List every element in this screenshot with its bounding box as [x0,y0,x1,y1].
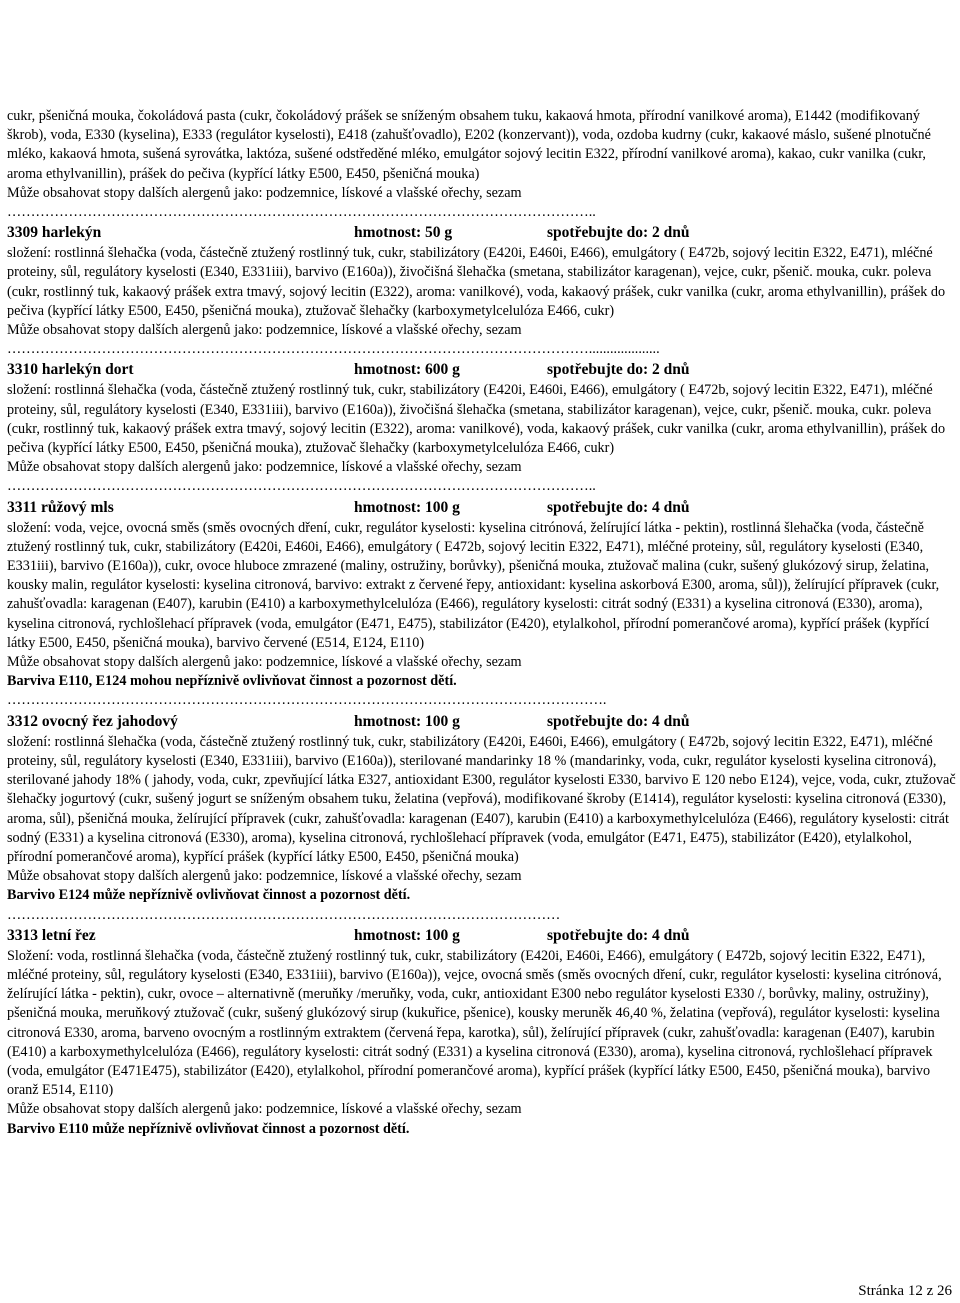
product-weight: hmotnost: 100 g [354,926,460,944]
separator: ………………………………………………………………………………………………………………. [7,692,607,709]
product-allergen: Může obsahovat stopy dalších alergenů jako: podzemnice, lískové a vlašské ořechy, sezam [7,868,522,885]
intro-allergen: Může obsahovat stopy dalších alergenů jako: podzemnice, lískové a vlašské ořechy, sezam [7,184,522,201]
product-item [7,711,957,906]
company-line: Vašíček – pekařství a cukrářství, s.r.o., Sušilova 50, 789 01 Zábřeh [197,1,763,21]
product-allergen: Může obsahovat stopy dalších alergenů jako: podzemnice, lískové a vlašské ořechy, sezam [7,459,522,476]
product-shelf-life: spotřebujte do: 2 dnů [547,361,690,379]
header-rule: ===================================================== [141,90,819,108]
product-name: 3312 ovocný řez jahodový [7,712,178,730]
product-weight: hmotnost: 50 g [354,224,453,242]
product-item [7,359,957,477]
product-allergen: Může obsahovat stopy dalších alergenů jako: podzemnice, lískové a vlašské ořechy, sezam [7,654,522,671]
product-title-row [7,359,957,381]
catalog-title: KATALOG VÝROBKŮ – cukrárna [350,23,610,43]
product-composition: složení: rostlinná šlehačka (voda, částečně ztužený rostlinný tuk, cukr, stabilizátory (E420i, E460i, E466), emulgátory ( E472b, sojový lecitin E322, E471), mléčné proteiny, sůl, regulátory kyselosti (E340, E331iii), barvivo (E160a)), živočišná šlehačka (smetana, stabilizátor karagenan), vejce, cukr, pšenič. mouka, cukr. poleva (cukr, rostlinný tuk, kakaový prášek extra tmavý, sojový lecitin (E322), aroma: vanilkové), voda, kakaový prášek, cukr vanilka (cukr, aroma ethylvanillin), prášek do pečiva (kypřící látky E500, E450, pšeničná mouka), ztužovač šlehačky (karboxymetylcelulóza E466, cukr) [7,382,946,457]
product-title-row [7,711,957,733]
product-title-row [7,222,957,244]
product-title-row [7,925,957,947]
page-number: Stránka 12 z 26 [858,1283,952,1299]
product-allergen: Může obsahovat stopy dalších alergenů jako: podzemnice, lískové a vlašské ořechy, sezam [7,322,522,339]
catalog-link-prefix: Aktuální katalog (složení, trvanlivosti) výrobků: [84,45,467,64]
product-name: 3313 letní řez [7,926,96,944]
product-composition: složení: voda, vejce, ovocná směs (směs ovocných dření, cukr, regulátor kyselosti: kyselina citrónová, želírující látka - pektin), rostlinná šlehačka (voda, částečně ztužený rostlinný tuk, cukr, stabilizátory (E420i, E460i, E466), emulgátory ( E472b, sojový lecitin E322, E471), mléčné proteiny, sůl, regulátory kyselosti (E340, E331iii), barvivo (E160a)), cukr, ovoce hluboce zmrazené (maliny, ostružiny, borůvky), pšeničná mouka, ztužovač malina (cukr, sušený glukózový sirup, želatina, kousky malin, regulátor kyselosti: kyselina citronová, barvivo: extrakt z červené řepy, antioxidant: kyselina askorbová E300, aroma, sůl)), želírující přípravek (cukr, zahušťovadla: karagenan (E407), karubin (E410) a karboxymethylcelulóza (E466), regulátory kyselosti: citrát sodný (E331) a kyselina citronová (E330), aroma), kyselina citronová, rychlošlehací přípravek (voda, emulgátor (E471, E475), stabilizátor (E420), etylalkohol, přírodní pomerančové aroma), kypřící prášek (kypřící látky E500, E450, pšeničná mouka), barvivo červené (E514, E124, E110) [7,519,940,651]
product-name: 3309 harlekýn [7,224,102,242]
page-header [0,0,960,110]
product-item [7,222,957,340]
product-item [7,925,957,1139]
product-weight: hmotnost: 100 g [354,712,460,730]
separator: ……………………………………………………………………………………………………… [7,906,561,923]
product-name: 3311 růžový mls [7,498,114,516]
catalog-link[interactable]: www.vasicekzabreh.cz/dokumenty-ke-stazeni [466,45,876,64]
product-allergen: Může obsahovat stopy dalších alergenů jako: podzemnice, lískové a vlašské ořechy, sezam [7,1101,522,1118]
product-item [7,497,957,692]
product-name: 3310 harlekýn dort [7,361,134,379]
product-warning: Barviva E110, E124 mohou nepříznivě ovlivňovat činnost a pozornost dětí. [7,673,457,690]
product-warning: Barvivo E124 může nepříznivě ovlivňovat činnost a pozornost dětí. [7,887,411,904]
catalog-content [7,107,957,1139]
product-shelf-life: spotřebujte do: 4 dnů [547,712,690,730]
separator: …………………………………………………………………………………………………………….. [7,204,596,221]
separator: …………………………………………………………………………………………………………….. [7,478,596,495]
product-title-row [7,497,957,519]
product-weight: hmotnost: 100 g [354,498,460,516]
intro-composition: cukr, pšeničná mouka, čokoládová pasta (cukr, čokoládový prášek se sníženým obsahem tuku, kakaová hmota, přírodní vanilkové aroma), E1442 (modifikovaný škrob), voda, E330 (kyselina), E333 (regulátor kyselosti), E418 (zahušťovadlo), E202 (konzervant)), voda, ozdoba kudrny (cukr, kakaové máslo, sušené plnotučné mléko, kakaová hmota, sušená syrovátka, laktóza, sušené odstředěné mléko, emulgátor sojový lecitin E322, přírodní vanilkové aroma), kakao, cukr vanilka (cukr, aroma ethylvanillin), prášek do pečiva (kypřící látky E500, E450, pšeničná mouka) [7,108,931,182]
catalog-link-line [0,44,960,66]
product-composition: složení: rostlinná šlehačka (voda, částečně ztužený rostlinný tuk, cukr, stabilizátory (E420i, E460i, E466), emulgátory ( E472b, sojový lecitin E322, E471), mléčné proteiny, sůl, regulátory kyselosti (E340, E331iii), barvivo (E160a)), živočišná šlehačka (smetana, stabilizátor karagenan), vejce, cukr, pšenič. mouka, cukr. poleva (cukr, rostlinný tuk, kakaový prášek extra tmavý, sojový lecitin (E322), aroma: vanilkové), voda, kakaový prášek, cukr vanilka (cukr, aroma ethylvanillin), prášek do pečiva (kypřící látky E500, E450, pšeničná mouka), ztužovač šlehačky (karboxymetylcelulóza E466, cukr) [7,245,946,319]
last-update: Poslední aktualizace 30.10.2014 [334,67,626,86]
product-shelf-life: spotřebujte do: 2 dnů [547,224,690,242]
product-composition: Složení: voda, rostlinná šlehačka (voda, částečně ztužený rostlinný tuk, cukr, stabilizátory (E420i, E460i, E466), emulgátory ( E472b, sojový lecitin E322, E471), mléčné proteiny, sůl, regulátory kyselosti (E340, E331iii), barvivo (E160a)), vejce, ovocná směs (směs ovocných dření, cukr, regulátor kyselosti: kyselina citrónová, želírující látka - pektin), cukr, ovoce – alternativně (meruňky /meruňky, voda, cukr, antioxidant E300 nebo regulátor kyselosti E330 /, borůvky, maliny, ostružiny), pšeničná mouka, meruňkový ztužovač (cukr, sušený glukózový sirup (kukuřice, pšenice), kousky meruněk 46,40 %, želatina (vepřová), regulátor kyselosti: kyselina citronová E330, aroma, barveno ovocným a rostlinným extraktem (červená řepa, karotka), sůl), želírující přípravek (cukr, zahušťovadla: karagenan (E407), karubin (E410) a karboxymethylcelulóza (E466), regulátory kyselosti: citrát sodný (E331) a kyselina citronová (E330), aroma), kyselina citronová, rychlošlehací přípravek (voda, emulgátor (E471E475), stabilizátor (E420), etylalkohol, přírodní pomerančové aroma), kypřící prášek (kypřící látky E500, E450, pšeničná mouka), barvivo oranž E514, E110) [7,947,942,1099]
product-shelf-life: spotřebujte do: 4 dnů [547,498,690,516]
product-warning: Barvivo E110 může nepříznivě ovlivňovat činnost a pozornost dětí. [7,1120,410,1137]
product-weight: hmotnost: 600 g [354,361,460,379]
separator: …………………………………………………………………………………………………………….................... [7,341,660,358]
product-shelf-life: spotřebujte do: 4 dnů [547,926,690,944]
product-composition: složení: rostlinná šlehačka (voda, částečně ztužený rostlinný tuk, cukr, stabilizátory (E420i, E460i, E466), emulgátory ( E472b, sojový lecitin E322, E471), mléčné proteiny, sůl, regulátory kyselosti (E340, E331iii), barvivo (E160a)), sterilované mandarinky 18 % (mandarinky, voda, cukr, regulátor kyselosti kyselina citronová), sterilované jahody 18% ( jahody, voda, cukr, zpevňující látka E327, antioxidant E300, regulátor kyselosti E330, barvivo E 120 nebo E124), vejce, voda, cukr, ztužovač šlehačky jogurtový (cukr, sušený jogurt se sníženým obsahem tuku, želatina (vepřová), modifikované škroby (E1414), regulátor kyselosti: kyselina citronová (E330), aroma, sůl), pšeničná mouka, želírující přípravek (cukr, zahušťovadla: karagenan (E407), karubin (E410) a karboxymethylcelulóza (E466), regulátory kyselosti: citrát sodný (E331) a kyselina citronová (E330), aroma), kyselina citronová, rychlošlehací přípravek (voda, emulgátor (E471, E475), stabilizátor (E420), etylalkohol, přírodní pomerančové aroma), kypřící prášek (kypřící látky E500, E450, pšeničná mouka) [7,733,956,865]
